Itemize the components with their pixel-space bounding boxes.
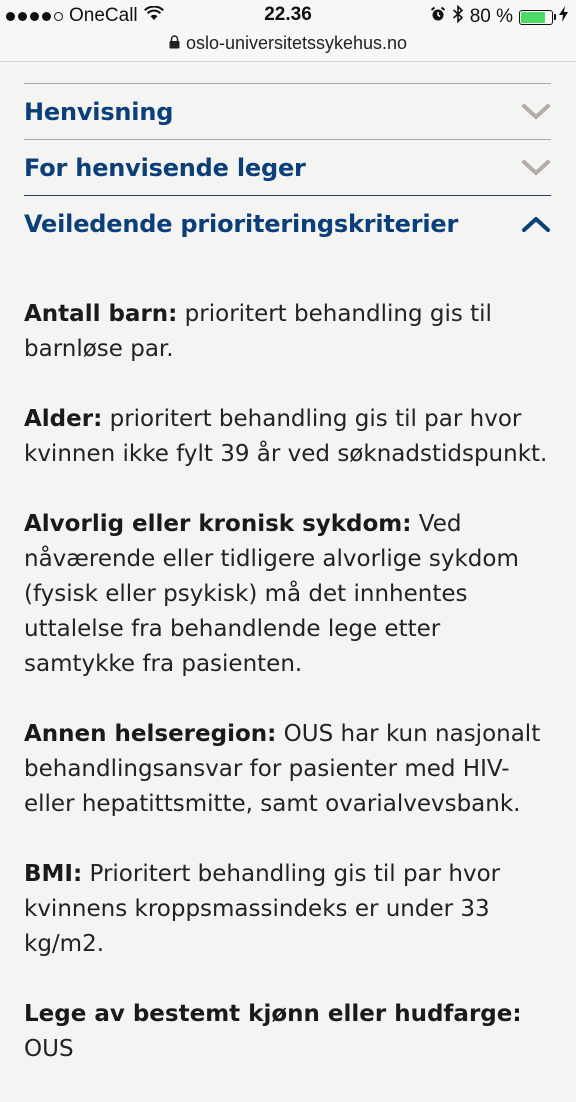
- main-content: [24, 83, 551, 1102]
- criterion-label: BMI:: [24, 861, 83, 887]
- clock: 22.36: [264, 4, 312, 25]
- criterion-paragraph: [24, 857, 551, 962]
- accordion-henvisning[interactable]: [24, 83, 551, 139]
- criterion-text: OUS har kun nasjonalt behandlingsansvar for pasienter med HIV- eller hepatittsmitte, samt ovarialvevsbank.: [24, 721, 541, 817]
- status-bar: [0, 0, 576, 30]
- accordion-title: Henvisning: [24, 97, 174, 126]
- criterion-paragraph: [24, 997, 551, 1067]
- chevron-down-icon[interactable]: [521, 158, 551, 178]
- criterion-text: prioritert behandling gis til barnløse par.: [24, 301, 492, 362]
- criterion-paragraph: [24, 507, 551, 682]
- criterion-text: prioritert behandling gis til par hvor kvinnen ikke fylt 39 år ved søknadstidspunkt.: [24, 406, 548, 467]
- carrier-name: OneCall: [69, 5, 138, 26]
- status-icons: [430, 5, 568, 29]
- chevron-down-icon[interactable]: [521, 102, 551, 122]
- url-text: oslo-universitetssykehus.no: [185, 33, 408, 53]
- criterion-label: Alder:: [24, 406, 103, 432]
- lock-icon: [169, 30, 180, 56]
- address-bar[interactable]: [0, 30, 576, 62]
- criterion-text: Prioritert behandling gis til par hvor kvinnens kroppsmassindeks er under 33 kg/m2.: [24, 861, 501, 957]
- battery-icon: [519, 10, 553, 25]
- alarm-icon: [430, 6, 446, 28]
- criterion-paragraph: [24, 717, 551, 822]
- bluetooth-icon: [452, 5, 464, 29]
- criteria-list: [24, 297, 551, 1067]
- accordion-for-henvisende-leger[interactable]: [24, 139, 551, 195]
- charging-icon: [559, 6, 568, 28]
- criterion-paragraph: [24, 297, 551, 367]
- chevron-up-icon[interactable]: [521, 214, 551, 234]
- criterion-text: Ved nåværende eller tidligere alvorlige sykdom (fysisk eller psykisk) må det innhentes uttalelse fra behandlende lege etter samtykke fra pasienten.: [24, 511, 519, 677]
- criterion-label: Annen helseregion:: [24, 721, 277, 747]
- criterion-text: OUS: [24, 1036, 74, 1062]
- criterion-label: Alvorlig eller kronisk sykdom:: [24, 511, 412, 537]
- accordion-title: For henvisende leger: [24, 153, 306, 182]
- criterion-paragraph: [24, 402, 551, 472]
- accordion-title: Veiledende prioriteringskriterier: [24, 209, 459, 238]
- accordion-veiledende-prioriteringskriterier[interactable]: [24, 195, 551, 251]
- criterion-label: Lege av bestemt kjønn eller hudfarge:: [24, 1001, 522, 1027]
- criterion-label: Antall barn:: [24, 301, 178, 327]
- battery-percent: 80 %: [469, 6, 513, 27]
